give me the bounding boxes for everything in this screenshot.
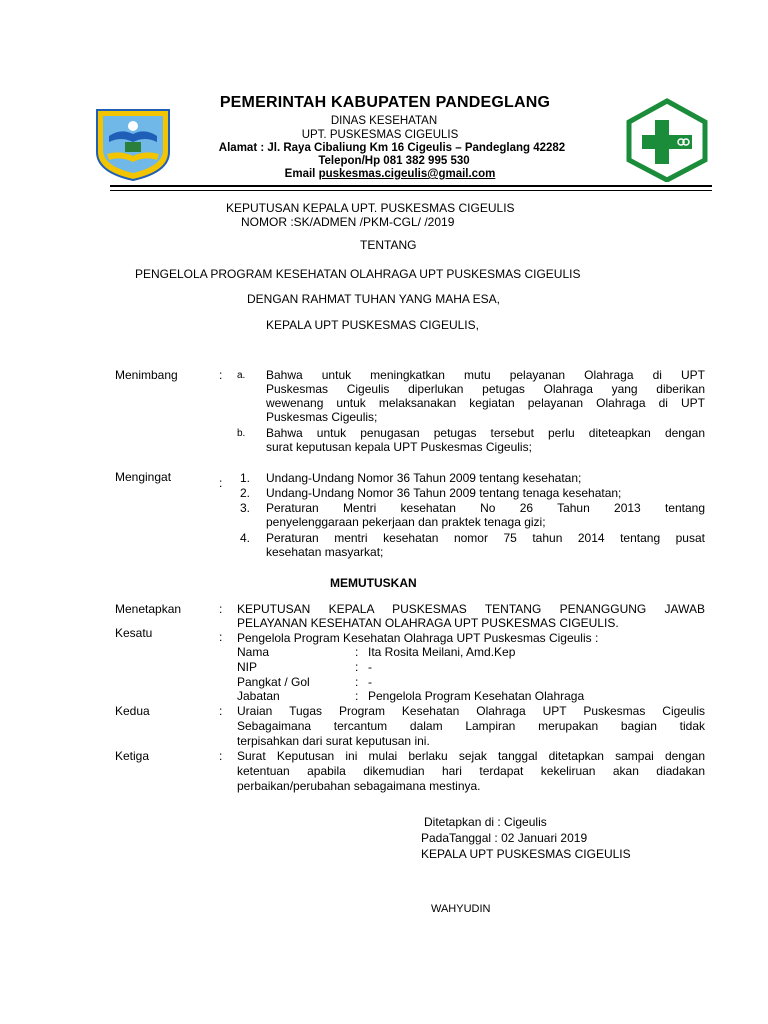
kedua-colon: : — [219, 704, 223, 718]
ketiga-line-2: ketentuan apabila dikemudian hari terdapat kekeliruan akan diadakan — [237, 764, 705, 778]
decree-title: KEPUTUSAN KEPALA UPT. PUSKESMAS CIGEULIS — [226, 201, 515, 215]
field-sep-pangkat: : — [355, 675, 359, 689]
decree-about-label: TENTANG — [360, 238, 417, 252]
mengingat-marker-1: 1. — [240, 471, 251, 485]
kedua-line-1: Uraian Tugas Program Kesehatan Olahraga UPT Puskesmas Cigeulis — [237, 704, 705, 718]
letterhead-address: Alamat : Jl. Raya Cibaliung Km 16 Cigeulis – Pandeglang 42282 — [218, 142, 566, 154]
mengingat-label: Mengingat — [115, 470, 172, 484]
menetapkan-line-1: KEPUTUSAN KEPALA PUSKESMAS TENTANG PENANGGUNG JAWAB — [237, 602, 705, 616]
decree-grace: DENGAN RAHMAT TUHAN YANG MAHA ESA, — [247, 292, 500, 306]
ketiga-line-1: Surat Keputusan ini mulai berlaku sejak tanggal ditetapkan sampai dengan — [237, 749, 705, 763]
mengingat-item-4-line-1: Peraturan mentri kesehatan nomor 75 tahun 2014 tentang pusat — [266, 531, 705, 545]
mengingat-item-2-line-1: Undang-Undang Nomor 36 Tahun 2009 tentang tenaga kesehatan; — [266, 486, 622, 500]
letterhead-rule-thick — [110, 185, 712, 187]
field-label-jabatan: Jabatan — [237, 689, 280, 703]
decree-head: KEPALA UPT PUSKESMAS CIGEULIS, — [266, 318, 479, 332]
menimbang-a-line-3: wewenang untuk melaksanakan kegiatan pelayanan Olahraga di UPT — [266, 396, 705, 410]
field-label-nama: Nama — [237, 645, 270, 659]
decree-number: NOMOR :SK/ADMEN /PKM-CGL/ /2019 — [241, 215, 455, 229]
mengingat-marker-3: 3. — [240, 501, 251, 515]
email-label: Email — [284, 168, 316, 180]
menimbang-label: Menimbang — [115, 368, 178, 382]
letterhead-email-line — [6, 168, 768, 180]
signature-place: Ditetapkan di : Cigeulis — [424, 815, 547, 829]
menimbang-marker-a: a. — [237, 370, 246, 381]
menetapkan-colon: : — [219, 602, 223, 616]
field-sep-jabatan: : — [355, 689, 359, 703]
letterhead-phone: Telepon/Hp 081 382 995 530 — [318, 155, 470, 167]
menimbang-marker-b: b. — [237, 428, 246, 439]
letterhead-agency: DINAS KESEHATAN — [330, 115, 438, 127]
menimbang-a-line-1: Bahwa untuk meningkatkan mutu pelayanan Olahraga di UPT — [266, 368, 705, 382]
mengingat-item-1-line-1: Undang-Undang Nomor 36 Tahun 2009 tentang kesehatan; — [266, 471, 582, 485]
field-label-pangkat: Pangkat / Gol — [237, 675, 310, 689]
mengingat-item-3-line-2: penyelenggaraan pekerjaan dan praktek tenaga gizi; — [266, 515, 546, 529]
kedua-line-2: Sebagaimana tercantum dalam Lampiran merupakan bagian tidak — [237, 719, 705, 733]
menimbang-a-line-2: Puskesmas Cigeulis diperlukan petugas Olahraga yang diberikan — [266, 382, 705, 396]
menetapkan-line-2: PELAYANAN KESEHATAN OLAHRAGA UPT PUSKESMAS CIGEULIS. — [237, 616, 619, 630]
field-value-nama: Ita Rosita Meilani, Amd.Kep — [368, 645, 516, 659]
field-value-pangkat: - — [368, 675, 372, 689]
kesatu-label: Kesatu — [115, 626, 153, 640]
kesatu-intro: Pengelola Program Kesehatan Olahraga UPT Puskesmas Cigeulis : — [237, 631, 599, 645]
field-sep-nama: : — [355, 645, 359, 659]
letterhead-unit: UPT. PUSKESMAS CIGEULIS — [301, 129, 459, 141]
signatory-name: WAHYUDIN — [431, 903, 491, 915]
menimbang-a-line-4: Puskesmas Cigeulis; — [266, 410, 378, 424]
menimbang-colon: : — [219, 368, 223, 382]
letterhead-government: PEMERINTAH KABUPATEN PANDEGLANG — [219, 94, 551, 111]
memutuskan-heading: MEMUTUSKAN — [330, 576, 417, 590]
field-sep-nip: : — [355, 660, 359, 674]
kedua-line-3: terpisahkan dari surat keputusan ini. — [237, 734, 430, 748]
field-label-nip: NIP — [237, 660, 258, 674]
menetapkan-label: Menetapkan — [115, 602, 182, 616]
field-value-jabatan: Pengelola Program Kesehatan Olahraga — [368, 689, 585, 703]
kesatu-colon: : — [219, 630, 223, 644]
mengingat-item-4-line-2: kesehatan masyarkat; — [266, 545, 384, 559]
kedua-label: Kedua — [115, 704, 150, 718]
ketiga-colon: : — [219, 749, 223, 763]
email-link[interactable]: puskesmas.cigeulis@gmail.com — [318, 168, 496, 180]
menimbang-b-line-2: surat keputusan kepala UPT Puskesmas Cigeulis; — [266, 440, 532, 454]
mengingat-marker-4: 4. — [240, 531, 251, 545]
menimbang-b-line-1: Bahwa untuk penugasan petugas tersebut perlu diteteapkan dengan — [266, 426, 705, 440]
signature-position: KEPALA UPT PUSKESMAS CIGEULIS — [421, 847, 631, 861]
ketiga-line-3: perbaikan/perubahan sebagaimana mestinya. — [237, 779, 481, 793]
decree-subject: PENGELOLA PROGRAM KESEHATAN OLAHRAGA UPT PUSKESMAS CIGEULIS — [135, 267, 581, 281]
mengingat-marker-2: 2. — [240, 486, 251, 500]
letterhead-rule-thin — [110, 190, 712, 191]
mengingat-colon: : — [219, 476, 223, 490]
ketiga-label: Ketiga — [115, 749, 150, 763]
signature-date: PadaTanggal : 02 Januari 2019 — [421, 831, 588, 845]
field-value-nip: - — [368, 660, 372, 674]
mengingat-item-3-line-1: Peraturan Mentri kesehatan No 26 Tahun 2013 tentang — [266, 501, 705, 515]
